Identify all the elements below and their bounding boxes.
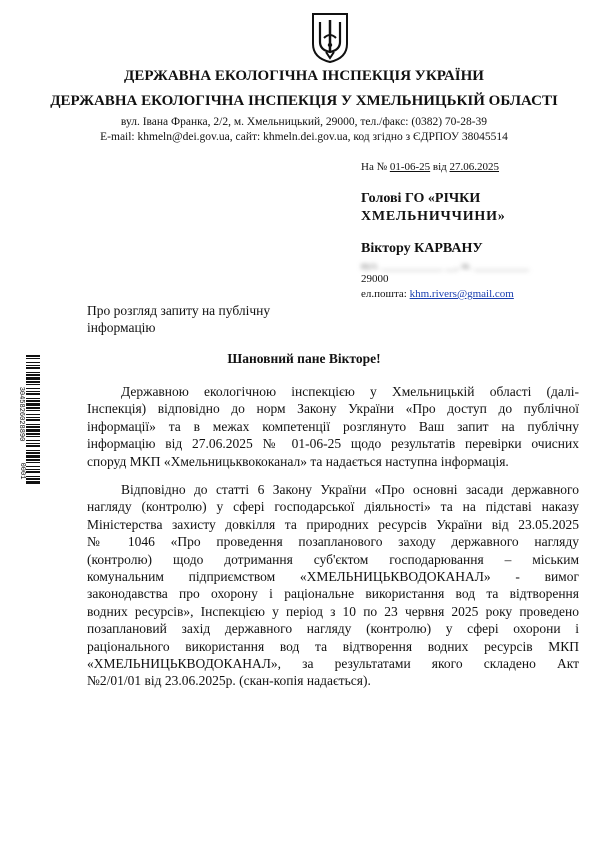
contact-line: E-mail: khmeln@dei.gov.ua, сайт: khmeln.dei.gov.ua, код згідно з ЄДРПОУ 38045514 xyxy=(100,131,508,143)
barcode-bar xyxy=(26,450,40,451)
barcode-number: 3045826028890 xyxy=(17,386,25,442)
paragraph-line: інформацію від 27.06.2025 № 01-06-25 щодо результатів перевірки очисних xyxy=(87,436,579,452)
paragraph-line: нагляду (контролю) у сфері господарської діяльності» та на підставі наказу xyxy=(87,499,579,515)
paragraph-line: Міністерства захисту довкілля та природних ресурсів України від 23.05.2025 xyxy=(87,516,579,532)
barcode-bar xyxy=(26,388,40,389)
reference-from-word: від xyxy=(432,161,447,173)
reference-date: 27.06.2025 xyxy=(449,161,500,173)
recipient-name: Віктору КАРВАНУ xyxy=(361,241,483,256)
body-paragraph-2 xyxy=(87,481,579,690)
barcode-bar xyxy=(26,455,40,458)
recipient-title-line2: ХМЕЛЬНИЧЧИНИ» xyxy=(361,209,506,224)
paragraph-line: позаплановий захід державного нагляду (контролю) у сфері охорони і xyxy=(87,621,579,637)
barcode-bar xyxy=(26,424,40,425)
barcode-bar xyxy=(26,391,40,392)
paragraph-line: Інспекція) відповідно до норм Закону України «Про доступ до публічної xyxy=(87,401,579,417)
subject-line1: Про розгляд запиту на публічну xyxy=(87,303,271,318)
barcode-bar xyxy=(26,419,40,421)
barcode xyxy=(14,355,40,485)
barcode-bar xyxy=(26,433,40,435)
paragraph-line: № 1046 «Про проведення позапланового заходу державного нагляду xyxy=(87,534,579,550)
barcode-bar xyxy=(26,377,40,380)
barcode-bar xyxy=(26,362,40,363)
barcode-bar xyxy=(26,398,40,399)
barcode-bar xyxy=(26,410,40,411)
barcode-bar xyxy=(26,469,40,470)
paragraph-line: законодавства про охорону і раціональне використання вод та відтворення xyxy=(87,586,579,602)
agency-national-title: ДЕРЖАВНА ЕКОЛОГІЧНА ІНСПЕКЦІЯ УКРАЇНИ xyxy=(124,68,484,84)
paragraph-line: водних ресурсів», Інспекцією у період з 10 по 23 червня 2025 року проведено xyxy=(87,603,579,619)
barcode-bar xyxy=(26,462,40,463)
salutation: Шановний пане Вікторе! xyxy=(227,351,381,366)
paragraph-line: №2/01/01 від 23.06.2025р. (скан-копія надається). xyxy=(87,673,371,689)
barcode-bar xyxy=(26,466,40,467)
barcode-bar xyxy=(26,445,40,447)
barcode-bar xyxy=(26,407,40,409)
agency-regional-title: ДЕРЖАВНА ЕКОЛОГІЧНА ІНСПЕКЦІЯ У ХМЕЛЬНИЦЬКІЙ ОБЛАСТІ xyxy=(50,93,558,109)
paragraph-line: (контролю) щодо дотримання суб'єктом господарювання – міським xyxy=(87,551,579,567)
paragraph-line: Державною екологічною інспекцією у Хмельницькій області (далі- xyxy=(121,384,579,399)
barcode-bar xyxy=(26,443,40,444)
subject-line2: інформацію xyxy=(87,320,156,335)
barcode-bar xyxy=(26,358,40,359)
paragraph-line: раціонального використання вод та відтворення водних ресурсів МКП xyxy=(87,638,579,654)
barcode-bar xyxy=(26,476,40,477)
paragraph-line: «ХМЕЛЬНИЦЬКВОДОКАНАЛ», за результатами якого складено Акт xyxy=(87,656,579,672)
recipient-title-line1: Голові ГО «РІЧКИ xyxy=(361,191,481,206)
barcode-bar xyxy=(26,471,40,473)
barcode-bar xyxy=(26,429,40,432)
barcode-bar xyxy=(26,426,40,428)
barcode-bar xyxy=(26,414,40,415)
barcode-bar xyxy=(26,381,40,383)
barcode-bar xyxy=(26,367,40,369)
reference-line xyxy=(361,160,499,174)
barcode-bar xyxy=(26,440,40,441)
recipient-postal-code: 29000 xyxy=(361,273,389,285)
body-paragraph-1 xyxy=(87,383,579,470)
barcode-bar xyxy=(26,393,40,395)
barcode-bar xyxy=(26,459,40,461)
barcode-bar xyxy=(26,478,40,480)
paragraph-line: Відповідно до статті 6 Закону України «Про основні засади державного xyxy=(121,482,579,497)
trident-coat-of-arms-icon xyxy=(311,12,349,64)
reference-prefix: На № xyxy=(361,161,388,173)
redacted-address: вул. ___________ __, м. __________ xyxy=(361,260,530,272)
paragraph-line: інформації» та в межах компетенції розглянуто Ваш запит на публічну xyxy=(87,418,579,434)
email-label: ел.пошта: xyxy=(361,288,407,300)
barcode-bar xyxy=(26,384,40,385)
barcode-bar xyxy=(26,417,40,418)
barcode-bar xyxy=(26,436,40,437)
recipient-email-link[interactable]: khm.rivers@gmail.com xyxy=(409,288,514,300)
barcode-suffix: 0001 xyxy=(18,462,26,480)
barcode-bar xyxy=(26,372,40,373)
barcode-bars xyxy=(26,355,40,485)
barcode-bar xyxy=(26,355,40,357)
paragraph-line: споруд МКП «Хмельницьквококанал» та надається наступна інформація. xyxy=(87,453,509,469)
address-line: вул. Івана Франка, 2/2, м. Хмельницький, 29000, тел./факс: (0382) 70-28-39 xyxy=(120,116,488,128)
barcode-bar xyxy=(26,452,40,454)
barcode-bar xyxy=(26,403,40,406)
paragraph-line: комунальним підприємством «ХМЕЛЬНИЦЬКВОДОКАНАЛ» - вимог xyxy=(87,569,579,585)
barcode-bar xyxy=(26,365,40,366)
recipient-email-row xyxy=(361,287,514,301)
barcode-bar xyxy=(26,481,40,484)
barcode-bar xyxy=(26,400,40,402)
reference-number: 01-06-25 xyxy=(389,161,431,173)
barcode-bar xyxy=(26,374,40,376)
